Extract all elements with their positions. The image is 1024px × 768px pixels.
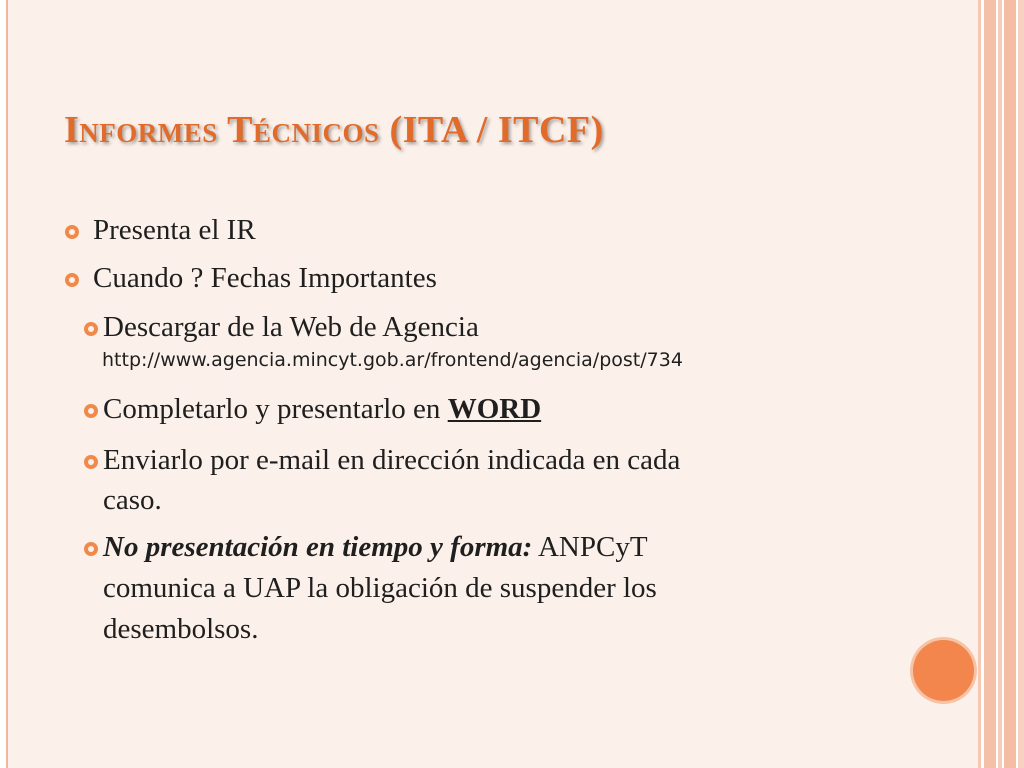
decorative-stripe	[984, 0, 996, 768]
sub-bullet-nopresentacion-line3: desembolsos.	[103, 613, 259, 645]
bullet-presenta: Presenta el IR	[93, 214, 256, 246]
nopresentacion-emphasis: No presentación en tiempo y forma:	[103, 531, 533, 563]
sub-bullet-nopresentacion-line2: comunica a UAP la obligación de suspender los	[103, 572, 657, 604]
agencia-link[interactable]: http://www.agencia.mincyt.gob.ar/frontend/agencia/post/734	[102, 349, 683, 371]
decorative-stripe	[978, 0, 981, 768]
decorative-circle	[913, 640, 974, 701]
sub-bullet-enviar-line2: caso.	[103, 484, 162, 516]
sub-bullet-descargar: Descargar de la Web de Agencia	[103, 311, 479, 343]
decorative-stripe	[1018, 0, 1024, 768]
bullet-icon	[65, 225, 79, 239]
sub-bullet-nopresentacion-line1	[103, 527, 648, 568]
sub-bullet-enviar-line1: Enviarlo por e-mail en dirección indicada en cada	[103, 444, 681, 476]
completar-text: Completarlo y presentarlo en	[103, 393, 448, 425]
bullet-icon	[84, 322, 98, 336]
bullet-icon	[84, 404, 98, 418]
slide-title: Informes Técnicos (ITA / ITCF)	[64, 109, 604, 151]
decorative-stripe	[998, 0, 1002, 768]
word-emphasis: WORD	[447, 393, 542, 425]
bullet-icon	[65, 273, 79, 287]
sub-bullet-completar	[103, 389, 541, 430]
bullet-icon	[84, 455, 98, 469]
bullet-icon	[84, 542, 98, 556]
bullet-cuando: Cuando ? Fechas Importantes	[93, 262, 437, 294]
nopresentacion-rest: ANPCyT	[532, 531, 648, 563]
decorative-stripe	[1004, 0, 1016, 768]
